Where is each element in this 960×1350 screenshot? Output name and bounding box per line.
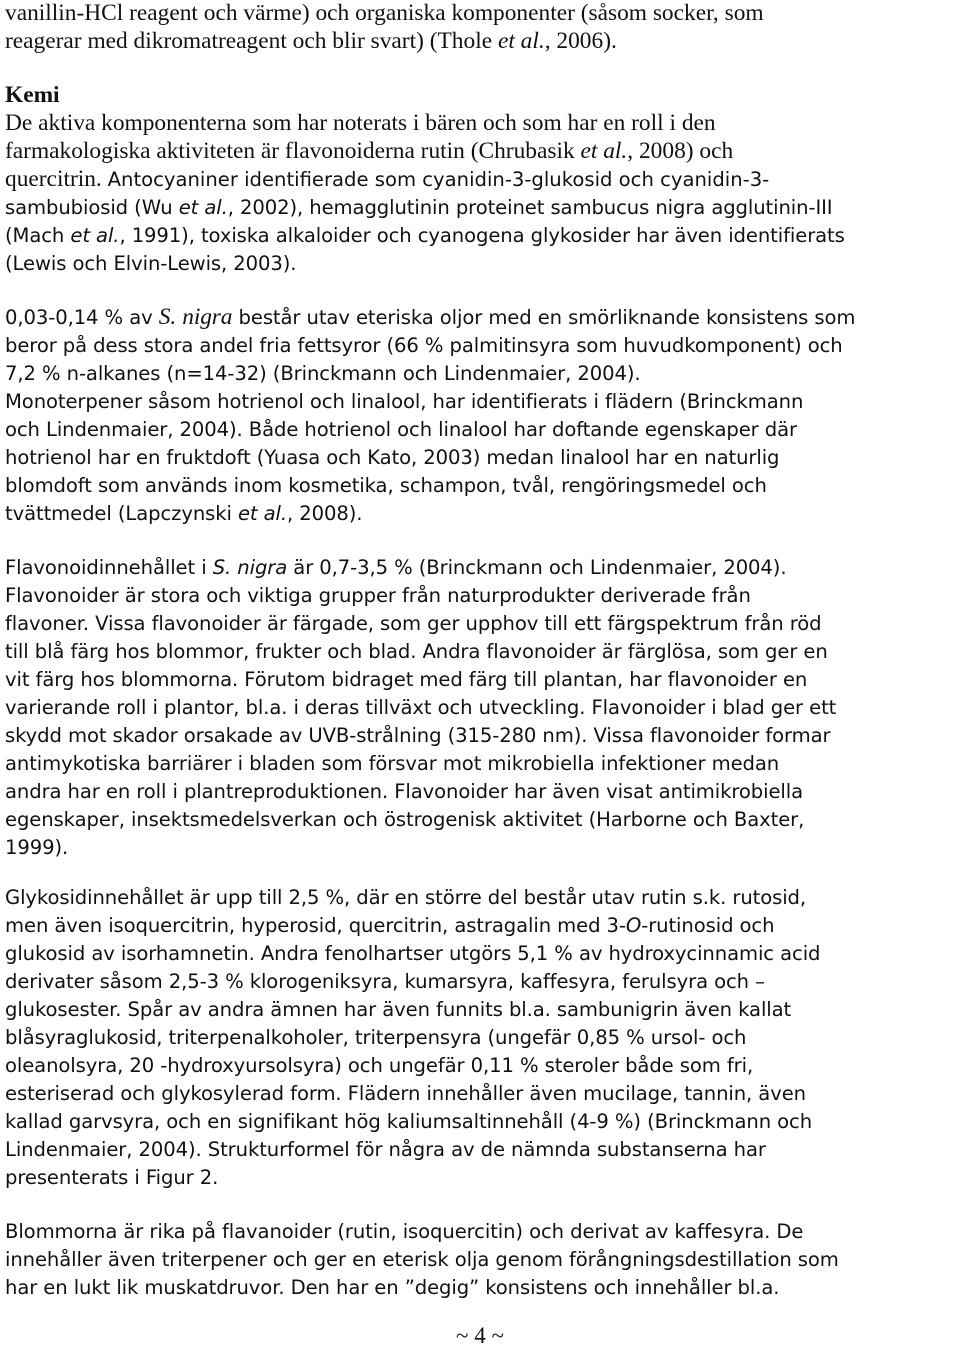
text-run: tvättmedel (Lapczynski [5, 502, 238, 525]
text-line [5, 194, 832, 222]
text-run: Antocyaniner identifierade som cyanidin-3-glukosid och cyanidin-3- [107, 168, 770, 191]
italic-run: et al. [178, 196, 228, 219]
text-line [5, 554, 786, 582]
text-line [5, 166, 769, 194]
text-line [5, 0, 764, 28]
text-line [5, 834, 68, 862]
text-run: reagerar med dikromatreagent och blir svart) (Thole [5, 28, 498, 54]
text-run: , 2008). [287, 502, 363, 525]
text-line [5, 884, 806, 912]
text-run: glukosid av isorhamnetin. Andra fenolhartser utgörs 5,1 % av hydroxycinnamic acid [5, 942, 821, 965]
text-line [5, 638, 828, 666]
text-line [5, 1246, 839, 1274]
text-line [5, 500, 362, 528]
text-line [5, 444, 779, 472]
text-run: Monoterpener såsom hotrienol och linalool, har identifierats i flädern (Brinckmann [5, 390, 804, 413]
section-heading [5, 82, 60, 110]
text-run: varierande roll i plantor, bl.a. i deras tillväxt och utveckling. Flavonoider i blad ger ett [5, 696, 837, 719]
text-run: presenterats i Figur 2. [5, 1166, 219, 1189]
text-run: -rutinosid och [641, 914, 775, 937]
text-line [5, 694, 836, 722]
text-run: andra har en roll i plantreproduktionen. Flavonoider har även visat antimikrobiella [5, 780, 804, 803]
text-line [5, 1080, 806, 1108]
text-run: derivater såsom 2,5-3 % klorogeniksyra, kumarsyra, kaffesyra, ferulsyra och – [5, 970, 765, 993]
text-run: 7,2 % n-alkanes (n=14-32) (Brinckmann och Lindenmaier, 2004). [5, 362, 641, 385]
text-run: men även isoquercitrin, hyperosid, quercitrin, astragalin med 3- [5, 914, 626, 937]
text-run: Flavonoider är stora och viktiga grupper från naturprodukter deriverade från [5, 584, 751, 607]
text-line [5, 610, 821, 638]
text-run: egenskaper, insektsmedelsverkan och östrogenisk aktivitet (Harborne och Baxter, [5, 808, 805, 831]
text-run: Blommorna är rika på flavanoider (rutin, isoquercitin) och derivat av kaffesyra. De [5, 1220, 804, 1243]
text-run: (Mach [5, 224, 71, 247]
text-line [5, 250, 296, 278]
text-run: oleanolsyra, 20 -hydroxyursolsyra) och ungefär 0,11 % steroler både som fri, [5, 1054, 754, 1077]
text-line [5, 996, 791, 1024]
text-run: 0,03-0,14 % av [5, 306, 159, 329]
text-run: De aktiva komponenterna som har noterats i bären och som har en roll i den [5, 110, 716, 136]
document-page [5, 0, 955, 1350]
text-run: , 2006). [544, 28, 617, 54]
text-run: består utav eteriska oljor med en smörliknande konsistens som [232, 306, 856, 329]
italic-run: S. [158, 304, 177, 330]
text-line [5, 222, 845, 250]
text-run: beror på dess stora andel fria fettsyror (66 % palmitinsyra som huvudkomponent) och [5, 334, 843, 357]
text-run: vanillin-HCl reagent och värme) och organiska komponenter (såsom socker, som [5, 0, 764, 26]
text-run: 1999). [5, 836, 69, 859]
text-line [5, 1108, 812, 1136]
text-run: antimykotiska barriärer i bladen som försvar mot mikrobiella infektioner medan [5, 752, 780, 775]
text-line [5, 1024, 746, 1052]
text-line [5, 666, 807, 694]
text-run: esteriserad och glykosylerad form. Flädern innehåller även mucilage, tannin, även [5, 1082, 806, 1105]
text-line [5, 304, 855, 332]
text-run: är 0,7-3,5 % (Brinckmann och Lindenmaier, 2004). [287, 556, 787, 579]
text-run: , 2002), hemagglutinin proteinet sambucus nigra agglutinin-III [227, 196, 833, 219]
text-run: Lindenmaier, 2004). Strukturformel för några av de nämnda substanserna har [5, 1138, 766, 1161]
text-line [5, 360, 641, 388]
text-run: Flavonoidinnehållet i [5, 556, 213, 579]
text-line [5, 778, 803, 806]
page-number: ~ 4 ~ [456, 1323, 504, 1348]
italic-run: et al. [237, 502, 288, 525]
text-run: , 2008) och [627, 138, 734, 164]
text-run: har en lukt lik muskatdruvor. Den har en ”degig” konsistens och innehåller bl.a. [5, 1276, 780, 1299]
text-run: flavoner. Vissa flavonoider är färgade, som ger upphov till ett färgspektrum från röd [5, 612, 822, 635]
text-run: innehåller även triterpener och ger en eterisk olja genom förångningsdestillation som [5, 1248, 839, 1271]
text-line [5, 1052, 753, 1080]
text-run: kallad garvsyra, och en signifikant hög kaliumsaltinnehåll (4-9 %) (Brinckmann och [5, 1110, 813, 1133]
text-run: hotrienol har en fruktdoft (Yuasa och Kato, 2003) medan linalool har en naturlig [5, 446, 780, 469]
text-line [5, 1274, 779, 1302]
text-line [5, 968, 765, 996]
text-run: vit färg hos blommorna. Förutom bidraget med färg till plantan, har flavonoider en [5, 668, 808, 691]
text-line [5, 582, 751, 610]
italic-run: et al. [497, 28, 545, 54]
text-run: sambubiosid (Wu [5, 196, 179, 219]
text-run: (Lewis och Elvin-Lewis, 2003). [5, 252, 297, 275]
text-run: till blå färg hos blommor, frukter och blad. Andra flavonoider är färglösa, som ger en [5, 640, 828, 663]
text-line [5, 750, 779, 778]
italic-run: nigra [182, 304, 233, 330]
text-run: och Lindenmaier, 2004). Både hotrienol och linalool har doftande egenskaper där [5, 418, 797, 441]
text-line [5, 722, 831, 750]
text-line [5, 388, 803, 416]
text-run: Glykosidinnehållet är upp till 2,5 %, där en större del består utav rutin s.k. rutosid, [5, 886, 807, 909]
text-run: quercitrin. [5, 166, 108, 192]
text-line [5, 1218, 803, 1246]
text-run: farmakologiska aktiviteten är flavonoiderna rutin (Chrubasik [5, 138, 581, 164]
text-line [5, 110, 716, 138]
italic-run: O [625, 914, 642, 937]
text-line [5, 332, 843, 360]
text-line [5, 1136, 766, 1164]
italic-run: et al. [70, 224, 120, 247]
italic-run: et al. [580, 138, 628, 164]
text-line [5, 138, 733, 166]
text-run: blomdoft som används inom kosmetika, schampon, tvål, rengöringsmedel och [5, 474, 767, 497]
text-line [5, 472, 767, 500]
text-run: glukosester. Spår av andra ämnen har även funnits bl.a. sambunigrin även kallat [5, 998, 792, 1021]
italic-run: S. nigra [212, 556, 288, 579]
text-line [5, 28, 617, 56]
text-line [5, 416, 797, 444]
text-line [5, 940, 820, 968]
text-line [5, 912, 774, 940]
text-run: , 1991), toxiska alkaloider och cyanogena glykosider har även identifierats [119, 224, 845, 247]
text-run: blåsyraglukosid, triterpenalkoholer, triterpensyra (ungefär 0,85 % ursol- och [5, 1026, 747, 1049]
text-run: skydd mot skador orsakade av UVB-strålning (315-280 nm). Vissa flavonoider formar [5, 724, 831, 747]
text-line [5, 806, 804, 834]
text-run: Kemi [5, 82, 60, 108]
text-line [5, 1164, 218, 1192]
